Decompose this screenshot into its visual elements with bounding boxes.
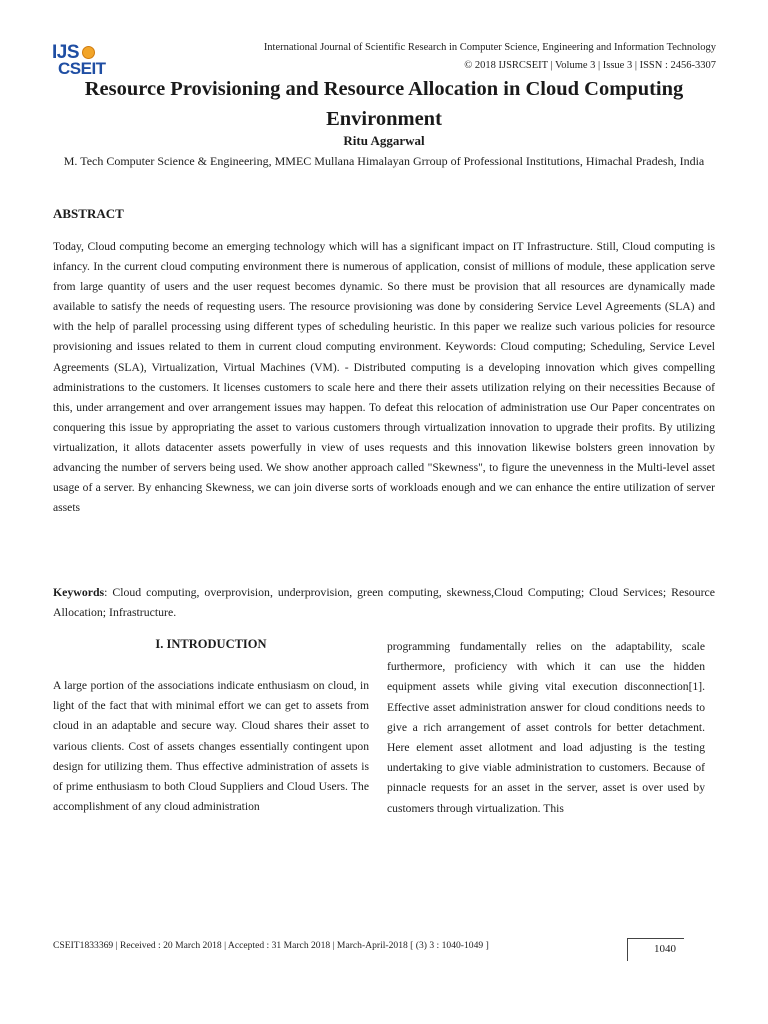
page-number: 1040 [654,943,676,955]
logo-circle-icon [82,46,95,59]
section-heading-introduction: I. INTRODUCTION [155,637,267,651]
page-number-box [627,938,684,961]
logo-text-bottom: CSEIT [58,59,106,78]
introduction-right-column: programming fundamentally relies on the adaptability, scale furthermore, proficiency with which it can use the hidden equipment assets while giving vital execution disconnection[1]. Effective asset administration answer for cloud conditions needs to give a rich arrangement of asset controls for better detachment. Here element asset allotment and load adjusting is the testing undertaking to give viable administration to customers. Because of pinnacle requests for an asset in the server, asset is over used by customers through virtualization. This [387,640,705,815]
paper-title: Resource Provisioning and Resource Allocation in Cloud Computing Environment [84,78,684,130]
logo-text-top: IJS [52,42,80,63]
abstract-heading: ABSTRACT [53,206,124,221]
footer-citation: CSEIT1833369 | Received : 20 March 2018 | Accepted : 31 March 2018 | March-April-2018 [ (3) 3 : 1040-1049 ] [53,940,489,951]
keywords-text: : Cloud computing, overprovision, underprovision, green computing, skewness,Cloud Computing; Cloud Services; Resource Allocation; Infrastructure. [53,585,715,619]
introduction-left-column: A large portion of the associations indicate enthusiasm on cloud, in light of the fact that with minimal effort we can get to assets from cloud in an adaptable and secure way. Cloud shares their asset to various clients. Cost of assets changes essentially contingent upon design for utilizing them. Thus effective administration of assets is of prime enthusiasm to both Cloud Suppliers and Cloud Users. The accomplishment of any cloud administration [53,679,369,814]
journal-meta: © 2018 IJSRCSEIT | Volume 3 | Issue 3 | ISSN : 2456-3307 [464,60,716,71]
paper-author: Ritu Aggarwal [343,133,425,148]
keywords-label: Keywords [53,585,105,599]
author-affiliation: M. Tech Computer Science & Engineering, MMEC Mullana Himalayan Grroup of Professional Institutions, Himachal Pradesh, India [63,154,705,168]
journal-name: International Journal of Scientific Research in Computer Science, Engineering and Information Technology [263,42,716,53]
keywords [53,582,715,622]
abstract-text: Today, Cloud computing become an emerging technology which will has a significant impact on IT Infrastructure. Still, Cloud computing is infancy. In the current cloud computing environment there is numerous of application, consist of millions of module, these application serve from large quantity of users and the user request becomes dynamic. So there must be provision that all resources are dynamically made available to satisfy the needs of requesting users. The resource provisioning was done by considering Service Level Agreements (SLA) and with the help of parallel processing using different types of scheduling heuristic. In this paper we realize such various policies for resource provisioning and issues related to them in current cloud computing environment. Keywords: Cloud computing; Scheduling, Service Level Agreements (SLA), Virtualization, Virtual Machines (VM). - Distributed computing is a developing innovation which gives compelling administrations to the customers. It licenses customers to scale here and there their assets utilization relying on their necessities Because of this, under arrangement and over arrangement issues may happen. To defeat this relocation of administration use Our Paper concentrates on conquering this issue by appropriating the asset to various customers through virtualization innovation to upgrade their profits. By utilizing virtualization, it allots datacenter assets powerfully in view of uses requests and this innovation likewise bolsters green innovation by advancing the number of servers being used. We show another approach called "Skewness", to figure the unevenness in the Multi-level asset usage of a server. By enhancing Skewness, we can join diverse sorts of workloads enough and we can enhance the entire utilization of server assets [53,240,715,515]
